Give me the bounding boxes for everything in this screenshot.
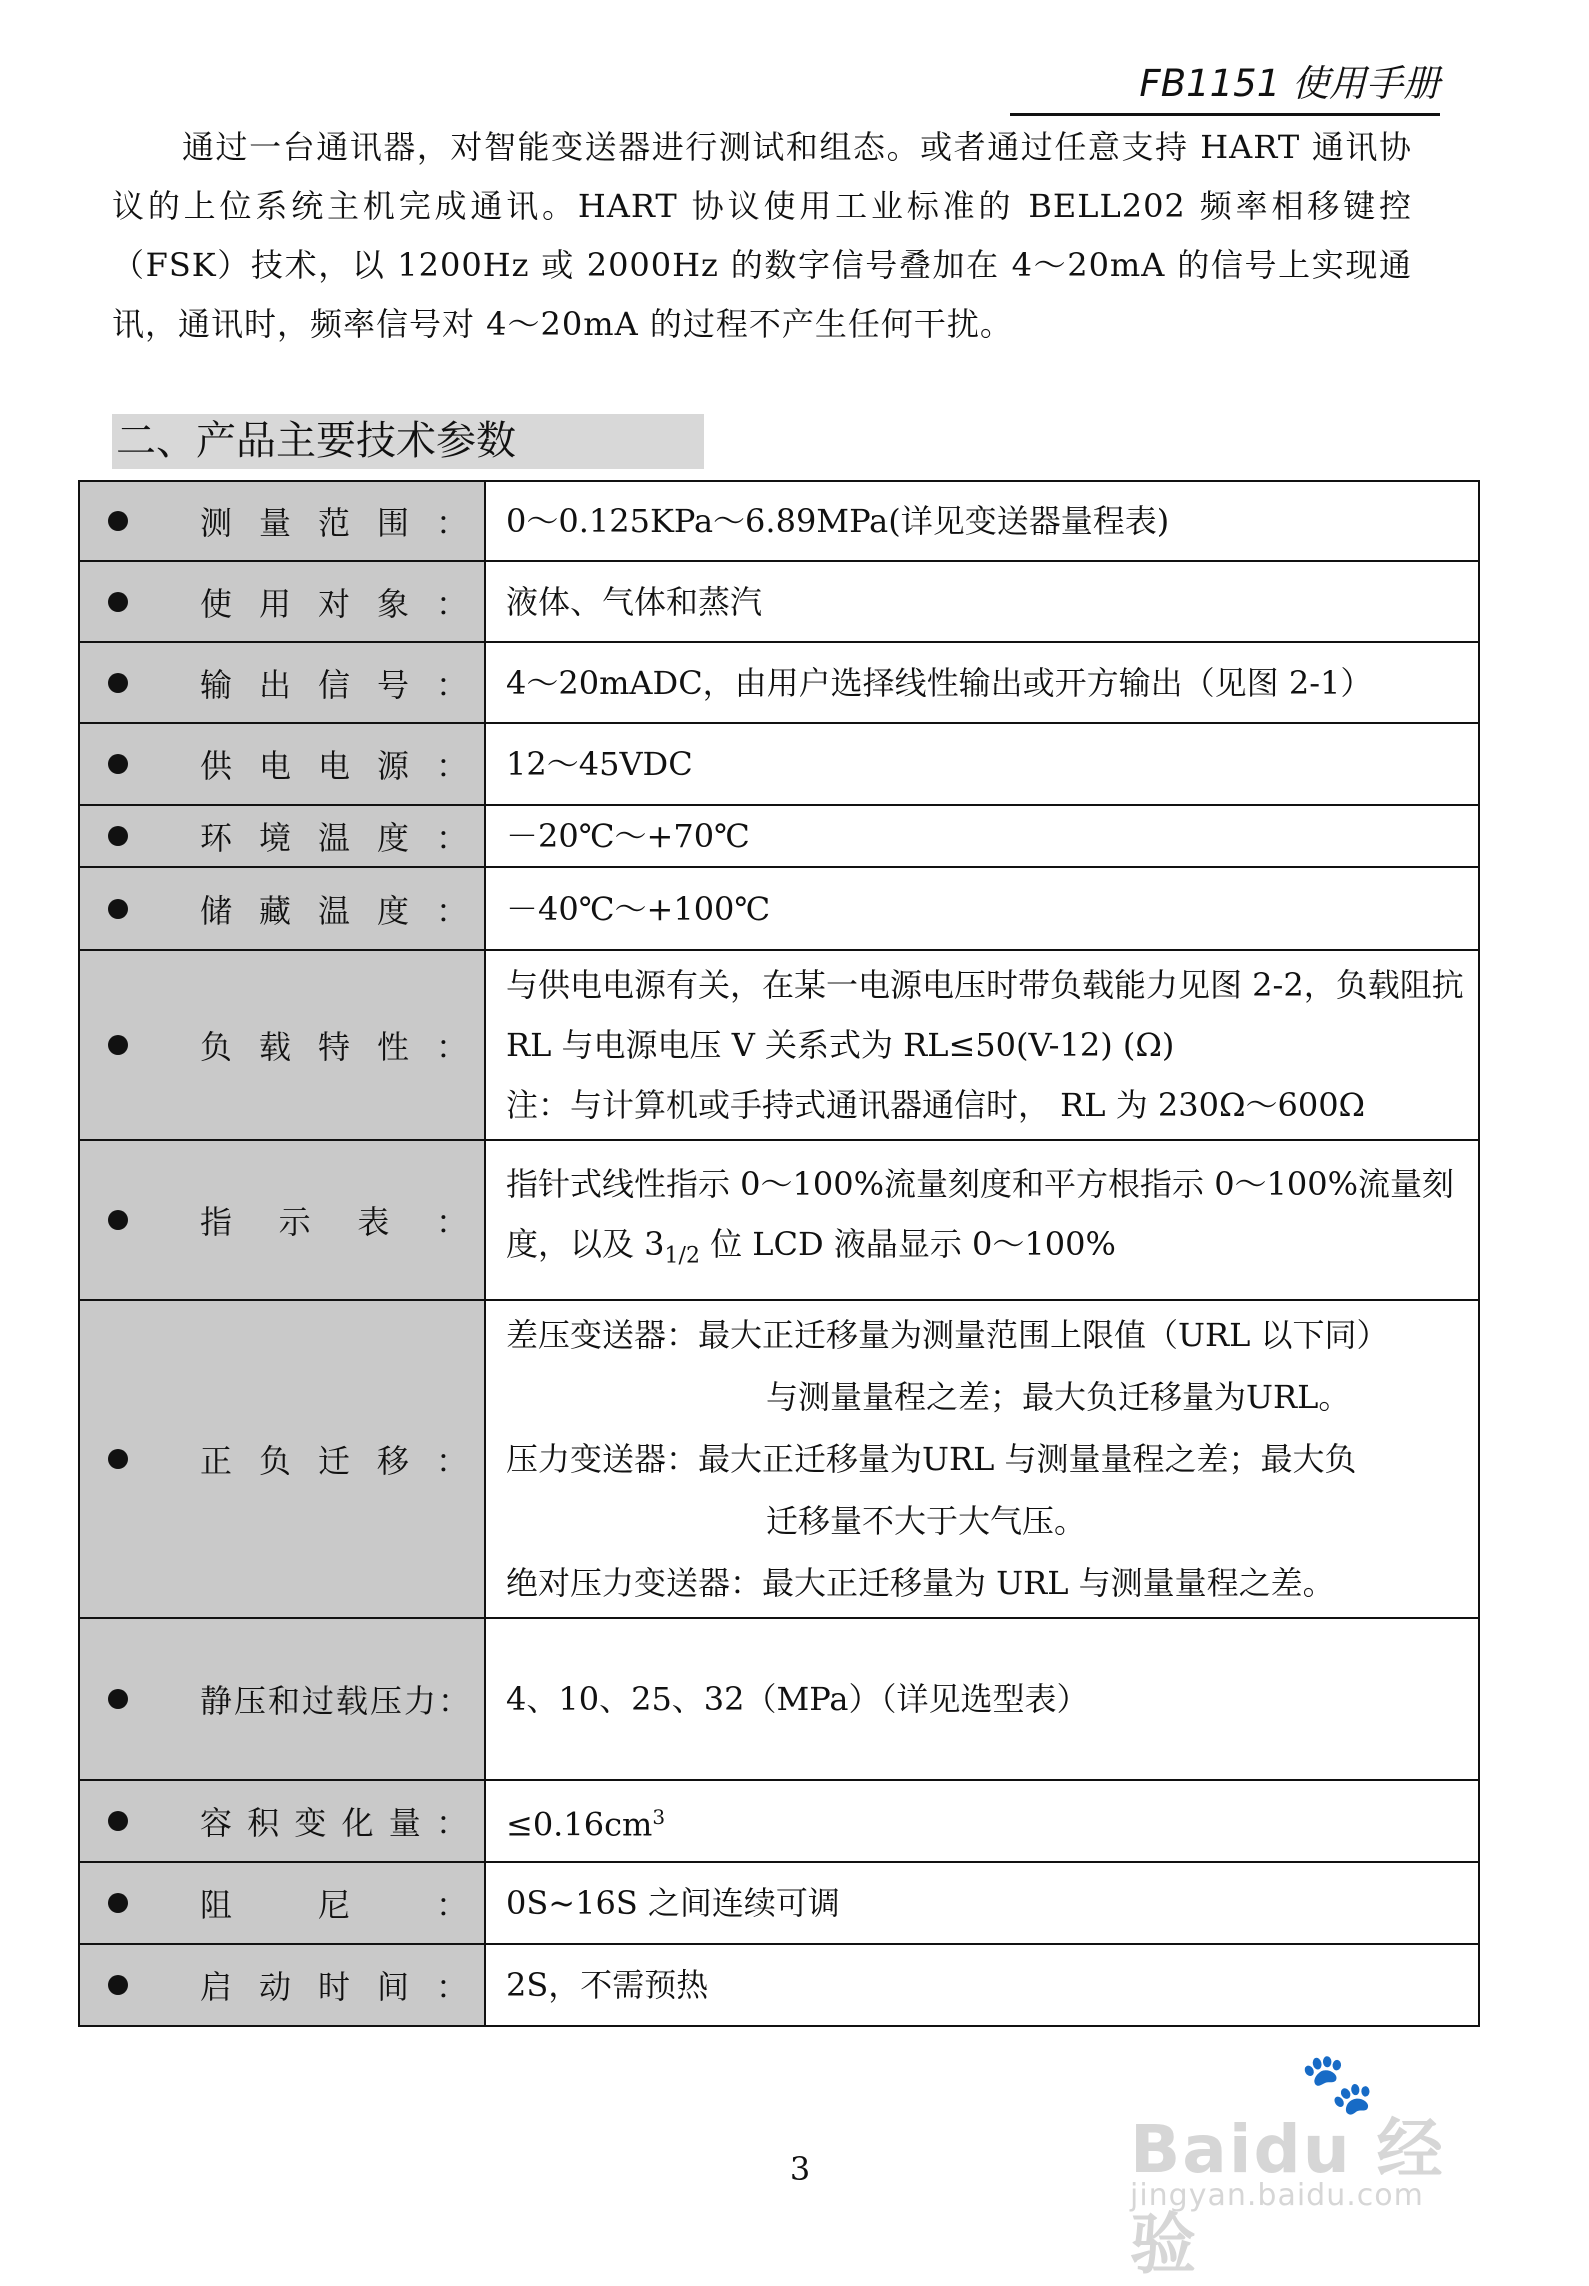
param-value-superscript: 3 — [652, 1805, 666, 1830]
param-value: 4～20mADC，由用户选择线性输出或开方输出（见图 2-1） — [485, 642, 1479, 723]
table-row — [79, 950, 1479, 1140]
param-label: 静压和过载压力： — [200, 1682, 470, 1720]
param-value: 2S，不需预热 — [485, 1944, 1479, 2026]
param-line: 迁移量不大于大气压。 — [766, 1502, 1087, 1540]
param-value: 与供电电源有关，在某一电源电压时带负载能力见图 2-2，负载阻抗 RL 与电源电压 V 关系式为 RL≤50(V-12) (Ω) — [506, 966, 1464, 1064]
baidu-watermark — [1130, 2048, 1510, 2283]
param-label: 使用对象： — [200, 584, 470, 623]
param-value-cell — [485, 1140, 1479, 1300]
param-value: ≤0.16cm — [506, 1805, 653, 1844]
param-line: 压力变送器：最大正迁移量为URL 与测量量程之差；最大负 — [506, 1440, 1357, 1478]
paw-icon: 🐾 — [1300, 2049, 1375, 2119]
param-value-cell — [485, 950, 1479, 1140]
table-row — [79, 642, 1479, 723]
bullet-icon — [108, 592, 128, 612]
table-row — [79, 561, 1479, 642]
spec-table — [78, 480, 1480, 2027]
table-row — [79, 805, 1479, 867]
param-value: 液体、气体和蒸汽 — [485, 561, 1479, 642]
table-row — [79, 867, 1479, 950]
param-line: 差压变送器：最大正迁移量为测量范围上限值（URL 以下同） — [506, 1316, 1389, 1354]
table-row — [79, 723, 1479, 805]
param-value: 指针式线性指示 0～100%流量刻度和平方根指示 0～100%流量刻度，以及 3 — [506, 1164, 1455, 1263]
param-label: 环境温度： — [200, 819, 470, 857]
table-row — [79, 1862, 1479, 1944]
bullet-icon — [108, 754, 128, 774]
header-rule — [1010, 113, 1440, 116]
intro-section — [112, 118, 1412, 354]
param-value-subscript: 1/2 — [664, 1243, 700, 1269]
table-row — [79, 1944, 1479, 2026]
param-value-cell — [485, 1300, 1479, 1618]
bullet-icon — [108, 1210, 128, 1230]
page-number: 3 — [789, 2150, 811, 2188]
param-note: 注：与计算机或手持式通讯器通信时， RL 为 230Ω～600Ω — [506, 1086, 1366, 1124]
watermark-brand: Baidu 经验 — [1130, 2111, 1445, 2283]
watermark-site: jingyan.baidu.com — [1130, 2178, 1424, 2213]
table-row — [79, 1300, 1479, 1618]
bullet-icon — [108, 1449, 128, 1469]
param-label: 容积变化量： — [200, 1804, 470, 1842]
param-value: －40℃～+100℃ — [485, 867, 1479, 950]
bullet-icon — [108, 1893, 128, 1913]
param-label: 负载特性： — [200, 1028, 470, 1066]
document-header-title: FB1151 使用手册 — [1139, 62, 1440, 105]
param-label: 输出信号： — [200, 665, 470, 704]
table-row — [79, 1618, 1479, 1780]
bullet-icon — [108, 1975, 128, 1995]
bullet-icon — [108, 673, 128, 693]
param-label: 测量范围： — [200, 504, 470, 542]
param-value: －20℃～+70℃ — [485, 805, 1479, 867]
bullet-icon — [108, 1811, 128, 1831]
param-value: 0S~16S 之间连续可调 — [485, 1862, 1479, 1944]
param-line: 绝对压力变送器：最大正迁移量为 URL 与测量量程之差。 — [506, 1564, 1335, 1602]
param-value: 12～45VDC — [485, 723, 1479, 805]
section-title: 二、产品主要技术参数 — [112, 414, 704, 469]
param-line: 与测量量程之差；最大负迁移量为URL。 — [766, 1378, 1351, 1416]
param-value: 0～0.125KPa～6.89MPa(详见变送器量程表) — [485, 481, 1479, 561]
param-label: 阻尼： — [200, 1886, 470, 1924]
table-row — [79, 481, 1479, 561]
param-value: 4、10、25、32（MPa）（详见选型表） — [485, 1618, 1479, 1780]
table-row — [79, 1780, 1479, 1862]
bullet-icon — [108, 1035, 128, 1055]
param-label: 指示表： — [200, 1203, 470, 1241]
param-label: 储藏温度： — [200, 891, 470, 930]
param-label: 正负迁移： — [200, 1442, 470, 1480]
param-value-tail: 位 LCD 液晶显示 0～100% — [710, 1224, 1116, 1263]
param-value-cell — [485, 1780, 1479, 1862]
param-label: 供电电源： — [200, 747, 470, 785]
bullet-icon — [108, 826, 128, 846]
intro-paragraph: 通过一台通讯器，对智能变送器进行测试和组态。或者通过任意支持 HART 通讯协议的上位系统主机完成通讯。HART 协议使用工业标准的 BELL202 频率相移键控（FSK）技术，以 1200Hz 或 2000Hz 的数字信号叠加在 4～20mA 的信号上实现通讯，通讯时，频率信号对 4～20mA 的过程不产生任何干扰。 — [112, 128, 1412, 343]
bullet-icon — [108, 1689, 128, 1709]
table-row — [79, 1140, 1479, 1300]
bullet-icon — [108, 511, 128, 531]
param-label: 启动时间： — [200, 1968, 470, 2006]
bullet-icon — [108, 899, 128, 919]
